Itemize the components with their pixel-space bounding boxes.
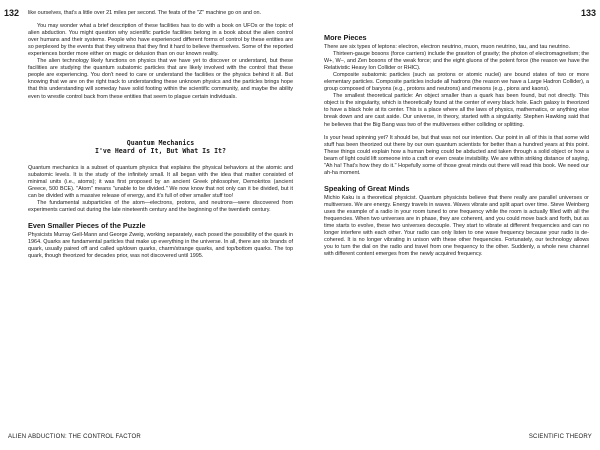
paragraph: The smallest theoretical particle: An object smaller than a quark has been found, but not directly. This object is the singularity, which is theoretically found at the center of every black hole. Each galaxy is theorized to have a black hole at its center. This is a place where all the laws of physics, mathematics, or anything else break down and are cast aside. Our universe, in theory, started with a singularity. Stephen Hawking said that he believes that the Big Bang was two of the multiverses either colliding or splitting. — [324, 93, 589, 128]
text-column — [28, 10, 293, 260]
subheading: Even Smaller Pieces of the Puzzle — [28, 221, 146, 231]
paragraph: Thirteen-gauge bosons (force carriers) include the graviton of gravity; the photon of electromagnetism; the W+, W–, and Zen bosons of the weak force; and the eight gluons of the potent force (the reason we have the Relativistic Heavy Ion Collider or RHIC). — [324, 51, 589, 72]
paragraph: Quantum mechanics is a subset of quantum physics that explains the physical behaviors at the atomic and subatomic levels. It is the study of the infinitely small. It all began with the idea that matter consisted of minimal units (i.e., atoms); it was first proposed by an ancient Greek philosopher, Demokritos (ancient Greece, 500 BCE). "Atom" means "unable to be divided." We now know that not only can it be divided, but it can be divided with a massive release of energy, and it's full of other smaller stuff too! — [28, 164, 293, 200]
subheading: Speaking of Great Minds — [324, 183, 410, 193]
paragraph: There are six types of leptons: electron, electron neutrino, muon, muon neutrino, tau, and tau neutrino. — [324, 44, 571, 50]
right-page — [300, 0, 600, 450]
section-title — [28, 139, 293, 155]
paragraph: You may wonder what a brief description of these facilities has to do with a book on UFOs or the topic of alien abduction. You might question why scientific particle facilities belong in a book about the alien control over humans and their systems. People who have experienced different forms of control by these entities are so perplexed by the events that they witness that they find it hard to believe themselves. Some of the reported experiences border more either on magic or delusion than on our known reality. — [28, 23, 293, 58]
paragraph: like ourselves, that's a little over 21 miles per second. The feats of the "Z" machine go on and on. — [28, 10, 261, 16]
paragraph: The fundamental subparticles of the atom—electrons, protons, and neutrons—were discovered from experiments carried out during the late nineteenth century and the beginning of the twentieth century. — [28, 200, 293, 214]
paragraph: The alien technology likely functions on physics that we have yet to discover or understand, but these facilities are studying the quantum subatomic particles that are likely involved with the control that these people are experiencing. You don't need to care or understand the facilities or the physics behind it all. But knowing that we are on the right track to understanding these unknown physics and the particles brings hope that this understanding will someday have solid footing within the scientific community, and maybe the ability even to wrestle control back from these entities that seem to plague certain individuals. — [28, 58, 293, 100]
running-footer: SCIENTIFIC THEORY — [528, 434, 592, 440]
page-number: 133 — [580, 8, 596, 18]
page-number: 132 — [4, 8, 20, 18]
paragraph: Is your head spinning yet? It should be, but that was not our intention. Our point in all of this is that some wild stuff has been theorized out there by our own quantum scientists for better than a hundred years at this point. These things could explain how a human being could be abducted and taken through a solid object or how a beam of light could lift someone into a craft or even create invisibility. We are within striking distance of saying, "Ah ha! That's how they do it." Hopefully some of those great minds out there will read this book. We need our ah-ha moment. — [324, 134, 589, 176]
section-title-line-2: I've Heard of It, But What Is It? — [94, 146, 226, 155]
text-column — [324, 10, 589, 258]
section-title-line-1: Quantum Mechanics — [126, 138, 195, 147]
paragraph: Michio Kaku is a theoretical physicist. Quantum physicists believe that there really are parallel universes or multiverses. We are energy. Energy travels in waves. Waves vibrate and split apart over time. Steve Weinberg uses the example of a radio in your room tuned to one frequency while the room is actually filled with all the frequencies. When two universes are in phase, they are coherent, and you could move back and forth, but as time starts to evolve, these two universes decouple. They start to vibrate at different frequencies and can no longer interfere with each other. Your radio can only listen to one wave frequency because your radio is de-cohered. It is no longer vibrating in unison with these other frequencies. Fortunately, our technology allows you to turn the dial on the radio and travel from one frequency to the other. Suddenly, a whole new channel with different content emerges from the newly acquired frequency. — [324, 194, 589, 258]
paragraph: Composite subatomic particles (such as protons or atomic nuclei) are bound states of two or more elementary particles. Composite particles include all hadrons (the reason we have a Large Hadron Collider), a group composed of baryons (e.g., protons and neutrons) and mesons (e.g., pions and kaons). — [324, 72, 589, 93]
paragraph: Physicists Murray Gell-Mann and George Zweig, working separately, each posed the possibility of the quark in 1964. Quarks are fundamental particles that make up everything in the universe. In all, there are six brands of quark, usually paired off and called up/down quarks, charm/strange quarks, and top/bottom quarks. The top quark, though theorized for decades prior, was not discovered until 1995. — [28, 232, 293, 260]
subheading: More Pieces — [324, 33, 367, 42]
running-footer: ALIEN ABDUCTION: THE CONTROL FACTOR — [8, 434, 141, 440]
